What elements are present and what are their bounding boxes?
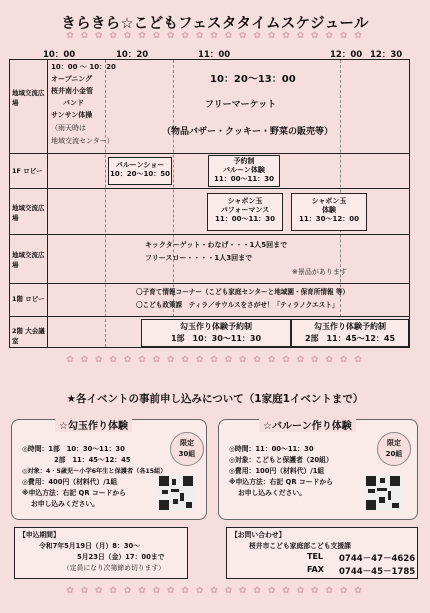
- magatama-target: ◎対象：4・5歳児～小学6年生と保護者（各15組）: [22, 468, 167, 475]
- time-header-1100: 11：00: [198, 50, 231, 60]
- time-header-1200: 12：00: [330, 50, 363, 60]
- opening-time: 10：00 ～ 10：20: [51, 63, 116, 71]
- balloon-target: ◎対象：こどもと保護者（20組）: [229, 456, 333, 464]
- balloon-exp-label: バルーン体験: [223, 166, 265, 174]
- free-throw-line: フリースロー・・・・1人3回まで: [145, 254, 253, 262]
- magatama-card-title: ☆勾玉作り体験: [55, 417, 132, 432]
- flea-market-title: フリーマーケット: [205, 100, 277, 110]
- balloon-show-time: 10：20～10：50: [110, 170, 170, 178]
- magatama-1-title: 勾玉作り体験予約制: [180, 322, 252, 331]
- magatama-session-1-box: [141, 319, 291, 347]
- fax-label: FAX: [307, 565, 324, 574]
- sunsun-taiso: サンサン体操: [51, 111, 93, 119]
- row-divider: [10, 153, 409, 154]
- row-label-hall: 2階 大会議室: [12, 327, 45, 345]
- fax-number: 0744－45－1785: [339, 567, 416, 577]
- row-label-lobby-1: 1階 ロビー: [12, 295, 45, 303]
- bubble-exp-line2: 体験: [322, 206, 336, 214]
- page-title: きらきら☆こどもフェスタタイムスケジュール: [61, 16, 369, 32]
- flea-market-desc: （物品バザー・クッキー・野菜の販売等）: [162, 127, 334, 137]
- kick-target-line: キックターゲット・わなげ・・・1人5回まで: [145, 241, 288, 249]
- badge-count: 20組: [385, 450, 403, 458]
- row-divider: [10, 188, 409, 189]
- magatama-apply-2: お申し込みください。: [31, 500, 99, 508]
- balloon-show-label: バルーンショー: [115, 161, 165, 169]
- schedule-table: [9, 59, 410, 348]
- balloon-card: [218, 419, 418, 520]
- bubble-perf-line2: パフォーマンス: [220, 206, 270, 214]
- tel-number[interactable]: 0744－47－4626: [339, 554, 416, 564]
- application-period-box: [14, 527, 188, 579]
- balloon-apply-2: お申し込みください。: [238, 489, 306, 497]
- badge-count: 30組: [178, 450, 196, 458]
- magatama-fee: ◎費用：400円（材料代）/1組: [22, 478, 118, 486]
- band-line-2: バンド: [63, 99, 84, 107]
- balloon-card-title: ☆バルーン作り体験: [259, 417, 356, 432]
- row-label-lobby-1f: 1F ロビー: [12, 167, 43, 175]
- flower-border-top: ✿ ✿ ✿ ✿ ✿ ✿ ✿ ✿ ✿ ✿ ✿ ✿ ✿ ✿ ✿ ✿ ✿ ✿ ✿ ✿ ✿: [66, 31, 364, 41]
- contact-title: 【お問い合わせ】: [231, 531, 286, 539]
- rain-note-1: （雨天時は: [51, 124, 86, 132]
- balloon-experience-box: [208, 155, 280, 187]
- row-divider: [10, 234, 409, 235]
- balloon-show-box: [108, 157, 172, 185]
- badge-limit-label: 限定: [180, 439, 194, 447]
- period-end: 5月23日（金）17：00まで: [77, 553, 165, 561]
- flea-market-time: 10：20～13：00: [210, 74, 296, 85]
- time-guide-1020: [105, 60, 106, 347]
- balloon-time: ◎時間：11：00～11：30: [229, 445, 314, 453]
- tel-label: TEL: [307, 552, 324, 561]
- opening-label: オープニング: [51, 75, 93, 83]
- section-title: ★各イベントの事前申し込みについて（1家庭1イベントまで）: [66, 393, 364, 405]
- time-header-1020: 10：20: [116, 50, 149, 60]
- magatama-1-time: 1部 10：30～11：30: [170, 334, 262, 343]
- rain-note-2: 地域交流センター）: [51, 137, 114, 145]
- balloon-limit-badge: [377, 432, 411, 466]
- time-header-1230: 12：30: [370, 50, 403, 60]
- bubble-performance-box: [207, 193, 283, 231]
- band-line-1: 桜井南小金管: [51, 87, 93, 95]
- magatama-apply-1: ※申込方法：右記 QR コードから: [22, 489, 126, 497]
- bubble-exp-line1: シャボン玉: [311, 197, 347, 205]
- magatama-qr-code[interactable]: [158, 475, 194, 511]
- magatama-2-title: 勾玉作り体験予約制: [314, 322, 386, 331]
- tyranno-quest-line: 〇こども政策課 ティラ／サウルスをさがせ！「ティラノクエスト」: [136, 301, 339, 309]
- balloon-exp-reserve: 予約制: [233, 157, 255, 165]
- row-label-plaza-2: 地域交流広場: [12, 204, 45, 222]
- row-divider: [10, 316, 409, 317]
- row-divider: [10, 283, 409, 284]
- flower-border-bottom: ✿ ✿ ✿ ✿ ✿ ✿ ✿ ✿ ✿ ✿ ✿ ✿ ✿ ✿ ✿ ✿ ✿ ✿ ✿ ✿ ✿: [66, 586, 364, 596]
- magatama-card: [11, 419, 207, 520]
- balloon-fee: ◎費用：100円（材料代）/1組: [229, 467, 325, 475]
- balloon-exp-time: 11：00～11：30: [214, 175, 274, 183]
- prize-note: ※景品があります: [292, 268, 347, 276]
- bubble-exp-time: 11：30～12：00: [299, 215, 359, 223]
- badge-limit-label: 限定: [387, 439, 401, 447]
- balloon-apply-1: ※申込方法：右記 QR コードから: [229, 478, 333, 486]
- magatama-2-time: 2部 11：45～12：45: [304, 334, 396, 343]
- magatama-session-2-box: [291, 319, 409, 347]
- contact-box: [226, 527, 418, 579]
- period-title: 【申込期間】: [19, 531, 60, 539]
- magatama-limit-badge: [170, 432, 204, 466]
- childcare-info-line: 〇子育て情報コーナー（こども家庭センターと地域園・保育所情報 等）: [136, 288, 350, 296]
- bubble-perf-line1: シャボン玉: [227, 197, 263, 205]
- row-label-plaza: 地域交流広場: [12, 89, 45, 107]
- bubble-experience-box: [291, 193, 367, 231]
- flower-border-middle: ✿ ✿ ✿ ✿ ✿ ✿ ✿ ✿ ✿ ✿ ✿ ✿ ✿ ✿ ✿ ✿ ✿ ✿ ✿ ✿ ✿: [66, 355, 364, 365]
- row-label-plaza-3: 地域交流広場: [12, 251, 45, 269]
- period-note: （定員になり次第締め切ります）: [63, 564, 165, 572]
- period-start: 令和7年5月19日（月）8：30～: [39, 542, 141, 550]
- bubble-perf-time: 11：00～11：30: [215, 215, 275, 223]
- time-header-1000: 10：00: [43, 50, 76, 60]
- balloon-qr-code[interactable]: [365, 475, 401, 511]
- magatama-time-1: ◎時間：1部 10：30～11：30: [22, 445, 125, 453]
- contact-org: 桜井市こども家庭部こども支援課: [249, 542, 351, 550]
- magatama-time-2: 2部 11：45～12：45: [54, 456, 131, 464]
- label-column-divider: [47, 60, 48, 347]
